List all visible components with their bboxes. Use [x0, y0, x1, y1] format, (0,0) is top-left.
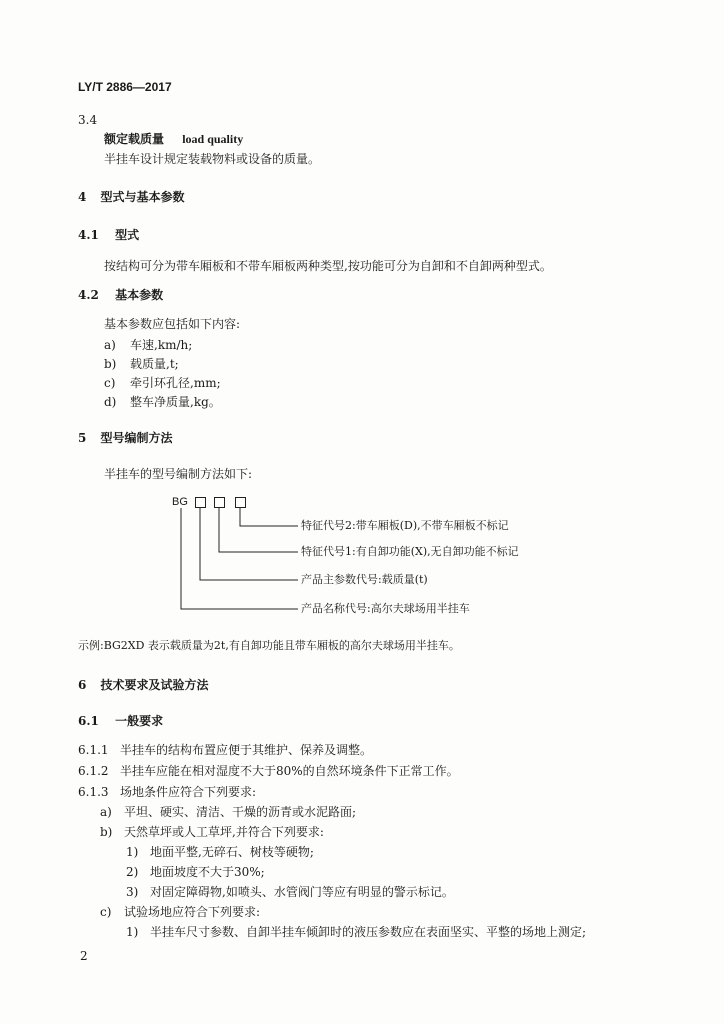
section-heading	[78, 677, 209, 693]
list-mark: c)	[100, 905, 112, 919]
list-mark: 2)	[126, 865, 139, 879]
list-text: 牵引环孔径,mm;	[130, 376, 221, 390]
subsection-number: 4.2	[78, 288, 99, 302]
legend-main-param: 产品主参数代号:载质量(t)	[301, 573, 428, 586]
code-box-feature-2	[235, 497, 246, 508]
list-mark: 1)	[126, 925, 139, 939]
list-text: 试验场地应符合下列要求:	[124, 905, 261, 919]
term-definition: 半挂车设计规定装载物料或设备的质量。	[104, 152, 321, 166]
clause-text: 场地条件应符合下列要求:	[120, 785, 257, 799]
clause-number: 3.4	[78, 113, 98, 127]
list-text: 平坦、硬实、清洁、干燥的沥青或水泥路面;	[124, 805, 357, 819]
paragraph: 按结构可分为带车厢板和不带车厢板两种类型,按功能可分为自卸和不自卸两种型式。	[104, 259, 552, 273]
sub-list-item	[126, 884, 454, 900]
list-text: 整车净质量,kg。	[130, 395, 221, 409]
code-box-main-param	[195, 497, 206, 508]
section-title: 型式与基本参数	[100, 190, 185, 204]
list-text: 载质量,t;	[130, 357, 179, 371]
list-mark: b)	[100, 825, 113, 839]
subsection-number: 6.1	[78, 714, 99, 728]
list-mark: c)	[104, 376, 116, 390]
clause-number: 6.1.3	[78, 785, 109, 799]
clause-text: 半挂车应能在相对湿度不大于80%的自然环境条件下正常工作。	[120, 764, 459, 778]
list-mark: 1)	[126, 845, 139, 859]
list-text: 地面平整,无碎石、树枝等硬物;	[150, 845, 314, 859]
code-box-feature-1	[214, 497, 225, 508]
list-mark: d)	[104, 395, 117, 409]
subsection-heading	[78, 713, 163, 729]
subsection-title: 型式	[115, 228, 140, 242]
clause-text: 半挂车的结构布置应便于其维护、保养及调整。	[120, 743, 373, 757]
list-mark: a)	[104, 338, 116, 352]
subsection-title: 基本参数	[115, 288, 164, 302]
list-mark: 3)	[126, 885, 139, 899]
section-title: 技术要求及试验方法	[100, 678, 209, 692]
leader-line	[240, 508, 298, 526]
clause	[78, 763, 459, 779]
list-mark: a)	[100, 805, 112, 819]
list-text: 对固定障碍物,如喷头、水管阀门等应有明显的警示标记。	[150, 885, 454, 899]
section-number: 4	[78, 190, 87, 204]
sub-list-item	[126, 864, 265, 880]
list-item	[100, 904, 260, 920]
list-text: 地面坡度不大于30%;	[150, 865, 265, 879]
clause	[78, 784, 256, 800]
list-item	[100, 824, 324, 840]
leader-line	[219, 508, 298, 552]
code-prefix: BG	[172, 496, 188, 508]
subsection-title: 一般要求	[115, 714, 164, 728]
legend-product-name: 产品名称代号:高尔夫球场用半挂车	[301, 602, 470, 615]
list-text: 车速,km/h;	[130, 338, 193, 352]
list-item	[100, 804, 356, 820]
sub-list-item	[126, 844, 314, 860]
list-text: 半挂车尺寸参数、自卸半挂车倾卸时的液压参数应在表面坚实、平整的场地上测定;	[150, 925, 587, 939]
standard-number: LY/T 2886—2017	[78, 80, 172, 94]
list-text: 天然草坪或人工草坪,并符合下列要求:	[124, 825, 324, 839]
example-note: 示例:BG2XD 表示载质量为2t,有自卸功能且带车厢板的高尔夫球场用半挂车。	[78, 639, 460, 652]
paragraph: 半挂车的型号编制方法如下:	[104, 467, 253, 481]
term-zh: 额定载质量	[104, 132, 165, 146]
section-number: 5	[78, 431, 87, 445]
subsection-number: 4.1	[78, 228, 99, 242]
section-title: 型号编制方法	[100, 431, 173, 445]
clause-number: 6.1.2	[78, 764, 109, 778]
page-number: 2	[80, 949, 88, 963]
term-en: load quality	[182, 132, 244, 146]
clause	[78, 742, 372, 758]
sub-list-item	[126, 924, 586, 940]
clause-number: 6.1.1	[78, 743, 109, 757]
leader-line	[200, 508, 298, 580]
section-number: 6	[78, 678, 87, 692]
paragraph: 基本参数应包括如下内容:	[104, 317, 241, 331]
legend-feature-2: 特征代号2:带车厢板(D),不带车厢板不标记	[301, 519, 509, 532]
list-mark: b)	[104, 357, 117, 371]
legend-feature-1: 特征代号1:有自卸功能(X),无自卸功能不标记	[301, 545, 519, 558]
